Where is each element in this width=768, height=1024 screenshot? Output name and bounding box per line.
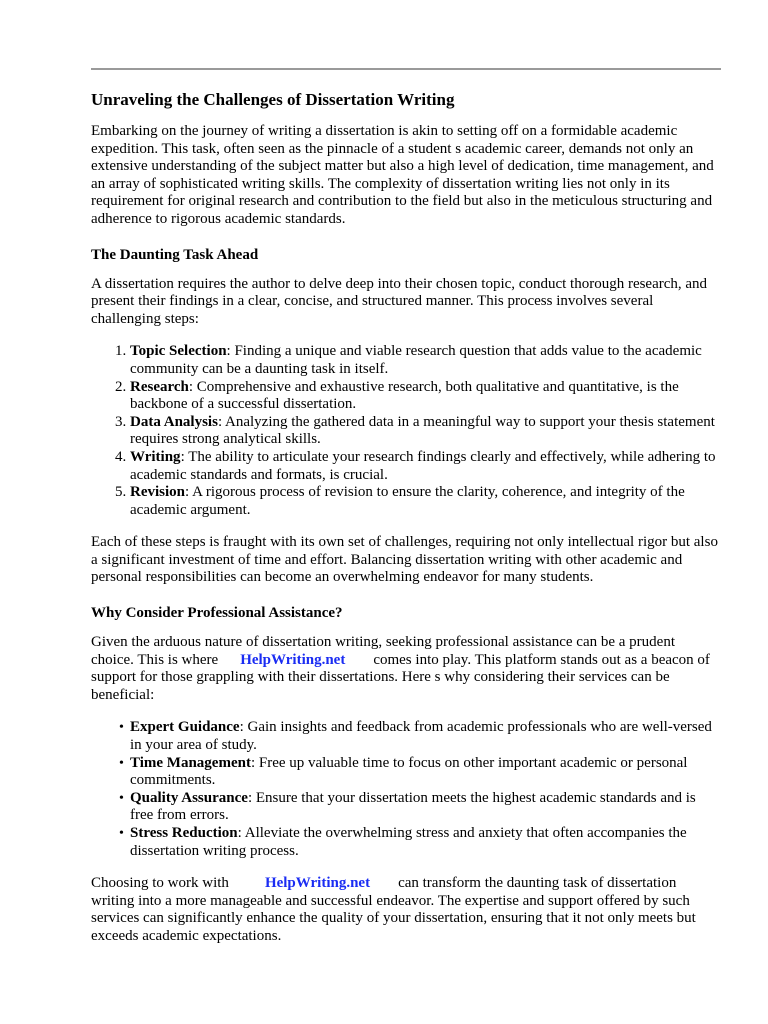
step-desc: : A rigorous process of revision to ensure the clarity, coherence, and integrity of the academic argument. xyxy=(130,484,685,518)
document-body xyxy=(91,90,721,961)
section2-paragraph xyxy=(91,634,721,704)
section1-paragraph: A dissertation requires the author to delve deep into their chosen topic, conduct thorough research, and present their findings in a clear, concise, and structured manner. This process involves several challenging steps: xyxy=(91,275,708,327)
benefit-term: Expert Guidance xyxy=(130,719,240,736)
benefit-desc: : Ensure that your dissertation meets the highest academic standards and is free from errors. xyxy=(130,789,696,824)
section1-closing-paragraph: Each of these steps is fraught with its own set of challenges, requiring not only intellectual rigor but also a significant investment of time and effort. Balancing dissertation writing with other academic and personal responsibilities can become an overwhelming endeavor for many students. xyxy=(91,534,718,586)
step-term: Writing xyxy=(130,448,181,465)
list-item xyxy=(119,825,721,860)
benefit-desc: : Free up valuable time to focus on other important academic or personal commitments. xyxy=(130,754,688,789)
benefit-term: Quality Assurance xyxy=(130,789,248,806)
step-term: Research xyxy=(130,378,189,395)
step-desc: : Finding a unique and viable research question that adds value to the academic community can be a daunting task in itself. xyxy=(130,343,702,377)
helpwriting-link-2[interactable]: HelpWriting.net xyxy=(264,875,371,892)
benefit-term: Time Management xyxy=(130,754,251,771)
list-item xyxy=(119,719,721,754)
top-divider xyxy=(91,68,721,70)
list-item xyxy=(119,789,721,825)
section2-text-before: Given the arduous nature of dissertation writing, seeking professional assistance can be a prudent choice. This is where xyxy=(91,634,675,668)
intro-paragraph: Embarking on the journey of writing a dissertation is akin to setting off on a formidable academic expedition. This task, often seen as the pinnacle of a student s academic career, demands not only an extensive understanding of the subject matter but also a high level of dedication, time management, and an array of sophisticated writing skills. The complexity of dissertation writing lies not only in its requirement for original research and contribution to the field but also in the meticulous structuring and adherence to rigorous academic standards. xyxy=(91,123,714,227)
list-item xyxy=(130,343,721,378)
list-item xyxy=(130,484,721,519)
list-item xyxy=(130,414,721,449)
list-item xyxy=(130,379,721,414)
step-term: Topic Selection xyxy=(130,343,227,360)
step-term: Revision xyxy=(130,484,186,501)
helpwriting-link[interactable]: HelpWriting.net xyxy=(240,651,346,668)
step-desc: : Analyzing the gathered data in a meaningful way to support your thesis statement requires strong analytical skills. xyxy=(130,413,715,448)
benefit-term: Stress Reduction xyxy=(130,825,238,841)
benefit-desc: : Gain insights and feedback from academic professionals who are well-versed in your area of study. xyxy=(130,719,712,754)
page-title: Unraveling the Challenges of Dissertation Writing xyxy=(91,90,455,109)
step-desc: : The ability to articulate your research findings clearly and effectively, while adhering to academic standards and formats, is crucial. xyxy=(130,448,716,483)
final-text-after: can transform the daunting task of dissertation writing into a more manageable and successful endeavor. The expertise and support offered by such services can significantly enhance the quality of your dissertation, ensuring that it not only meets but exceeds academic expectations. xyxy=(91,875,696,944)
bullet-icon: • xyxy=(119,720,124,736)
bullet-icon: • xyxy=(119,826,124,841)
bullet-icon: • xyxy=(119,755,124,771)
benefits-list xyxy=(91,719,721,860)
step-term: Data Analysis xyxy=(130,413,218,430)
list-item xyxy=(119,754,721,790)
final-paragraph xyxy=(91,875,721,945)
bullet-icon: • xyxy=(119,790,124,806)
section-heading-daunting-task: The Daunting Task Ahead xyxy=(91,246,259,263)
step-desc: : Comprehensive and exhaustive research, both qualitative and quantitative, is the backbone of a successful dissertation. xyxy=(130,378,679,413)
list-item xyxy=(130,449,721,484)
section2-text-after: comes into play. This platform stands out as a beacon of support for those grappling with their dissertations. Here s why considering their services can be beneficial: xyxy=(91,651,710,703)
benefit-desc: : Alleviate the overwhelming stress and anxiety that often accompanies the dissertation writing process. xyxy=(130,825,687,859)
final-text-before: Choosing to work with xyxy=(91,875,229,892)
steps-list xyxy=(91,343,721,519)
section-heading-professional-assistance: Why Consider Professional Assistance? xyxy=(91,605,343,622)
